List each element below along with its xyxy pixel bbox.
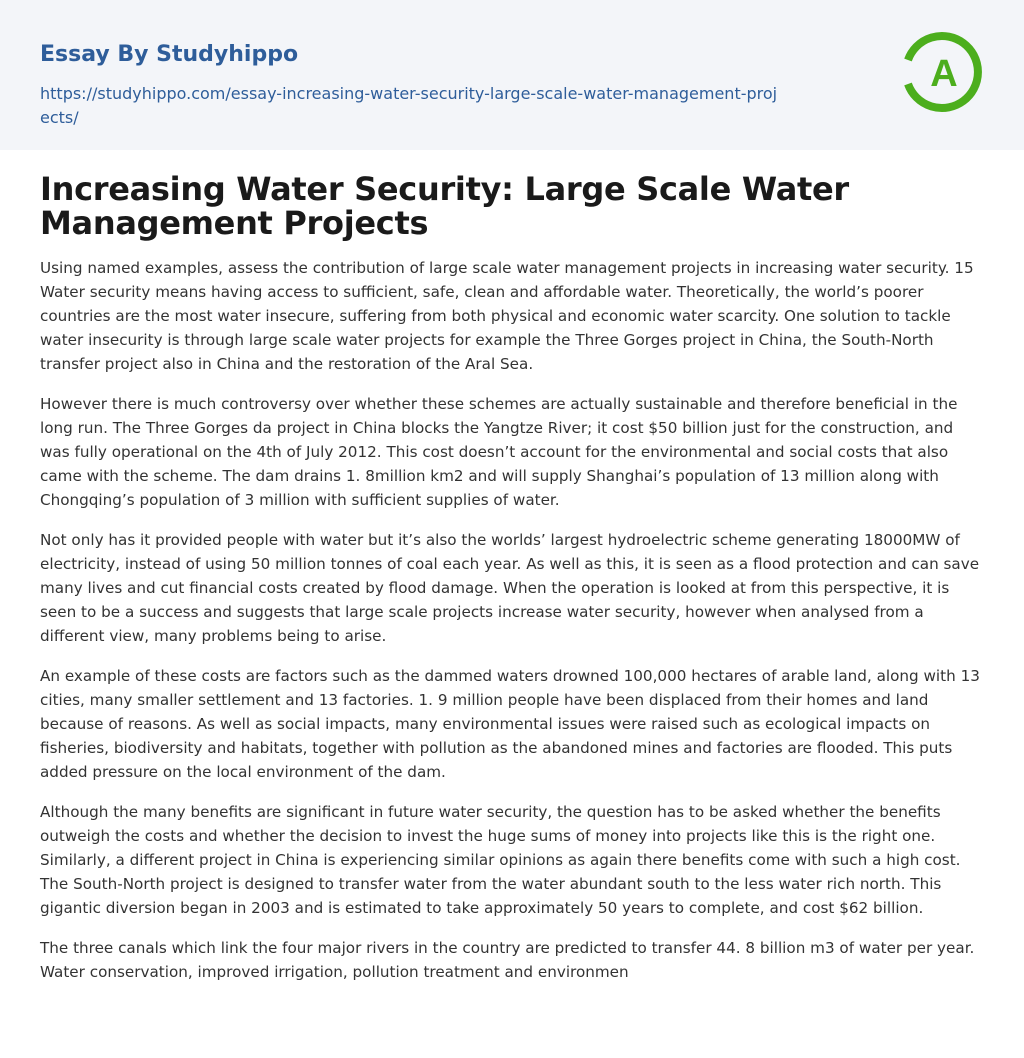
essay-paragraph: Not only has it provided people with water but it’s also the worlds’ largest hydroelectric scheme generating 18000MW of electricity, instead of using 50 million tonnes of coal each year. As well as this, it is seen as a flood protection and can save many lives and cut financial costs created by flood damage. When the operation is looked at from this perspective, it is seen to be a success and suggests that large scale projects increase water security, however when analysed from a different view, many problems being to arise. — [40, 531, 980, 645]
essay-paragraph: Although the many benefits are significant in future water security, the question has to be asked whether the benefits outweigh the costs and whether the decision to invest the huge sums of money into projects like this is the right one. Similarly, a different project in China is experiencing similar opinions as again there benefits come with such a high cost. The South-North project is designed to transfer water from the water abundant south to the less water rich north. This gigantic diversion began in 2003 and is estimated to take approximately 50 years to complete, and cost $62 billion. — [40, 803, 961, 917]
studyhippo-logo-icon[interactable] — [898, 28, 986, 116]
essay-title: Increasing Water Security: Large Scale Water Management Projects — [40, 170, 849, 242]
essay-paragraph: The three canals which link the four major rivers in the country are predicted to transfer 44. 8 billion m3 of water per year. Water conservation, improved irrigation, pollution treatment and environmen — [40, 939, 975, 981]
essay-paragraph: However there is much controversy over whether these schemes are actually sustainable and therefore beneficial in the long run. The Three Gorges da project in China blocks the Yangtze River; it cost $50 billion just for the construction, and was fully operational on the 4th of July 2012. This cost doesn’t account for the environmental and social costs that also came with the scheme. The dam drains 1. 8million km2 and will supply Shanghai’s population of 13 million along with Chongqing’s population of 3 million with sufficient supplies of water. — [40, 395, 958, 509]
site-header — [0, 0, 1024, 150]
site-brand[interactable]: Essay By Studyhippo — [40, 42, 299, 67]
essay-content — [0, 172, 1024, 984]
essay-paragraph: Using named examples, assess the contribution of large scale water management projects in increasing water security. 15 Water security means having access to sufficient, safe, clean and affordable water. Theoretically, the world’s poorer countries are the most water insecure, suffering from both physical and economic water scarcity. One solution to tackle water insecurity is through large scale water projects for example the Three Gorges project in China, the South-North transfer project also in China and the restoration of the Aral Sea. — [40, 259, 974, 373]
essay-url-link[interactable]: https://studyhippo.com/essay-increasing-water-security-large-scale-water-management-projects/ — [40, 84, 778, 127]
logo-letter: A — [930, 53, 958, 95]
essay-paragraph: An example of these costs are factors such as the dammed waters drowned 100,000 hectares of arable land, along with 13 cities, many smaller settlement and 13 factories. 1. 9 million people have been displaced from their homes and land because of reasons. As well as social impacts, many environmental issues were raised such as ecological impacts on fisheries, biodiversity and habitats, together with pollution as the abandoned mines and factories are flooded. This puts added pressure on the local environment of the dam. — [40, 667, 980, 781]
